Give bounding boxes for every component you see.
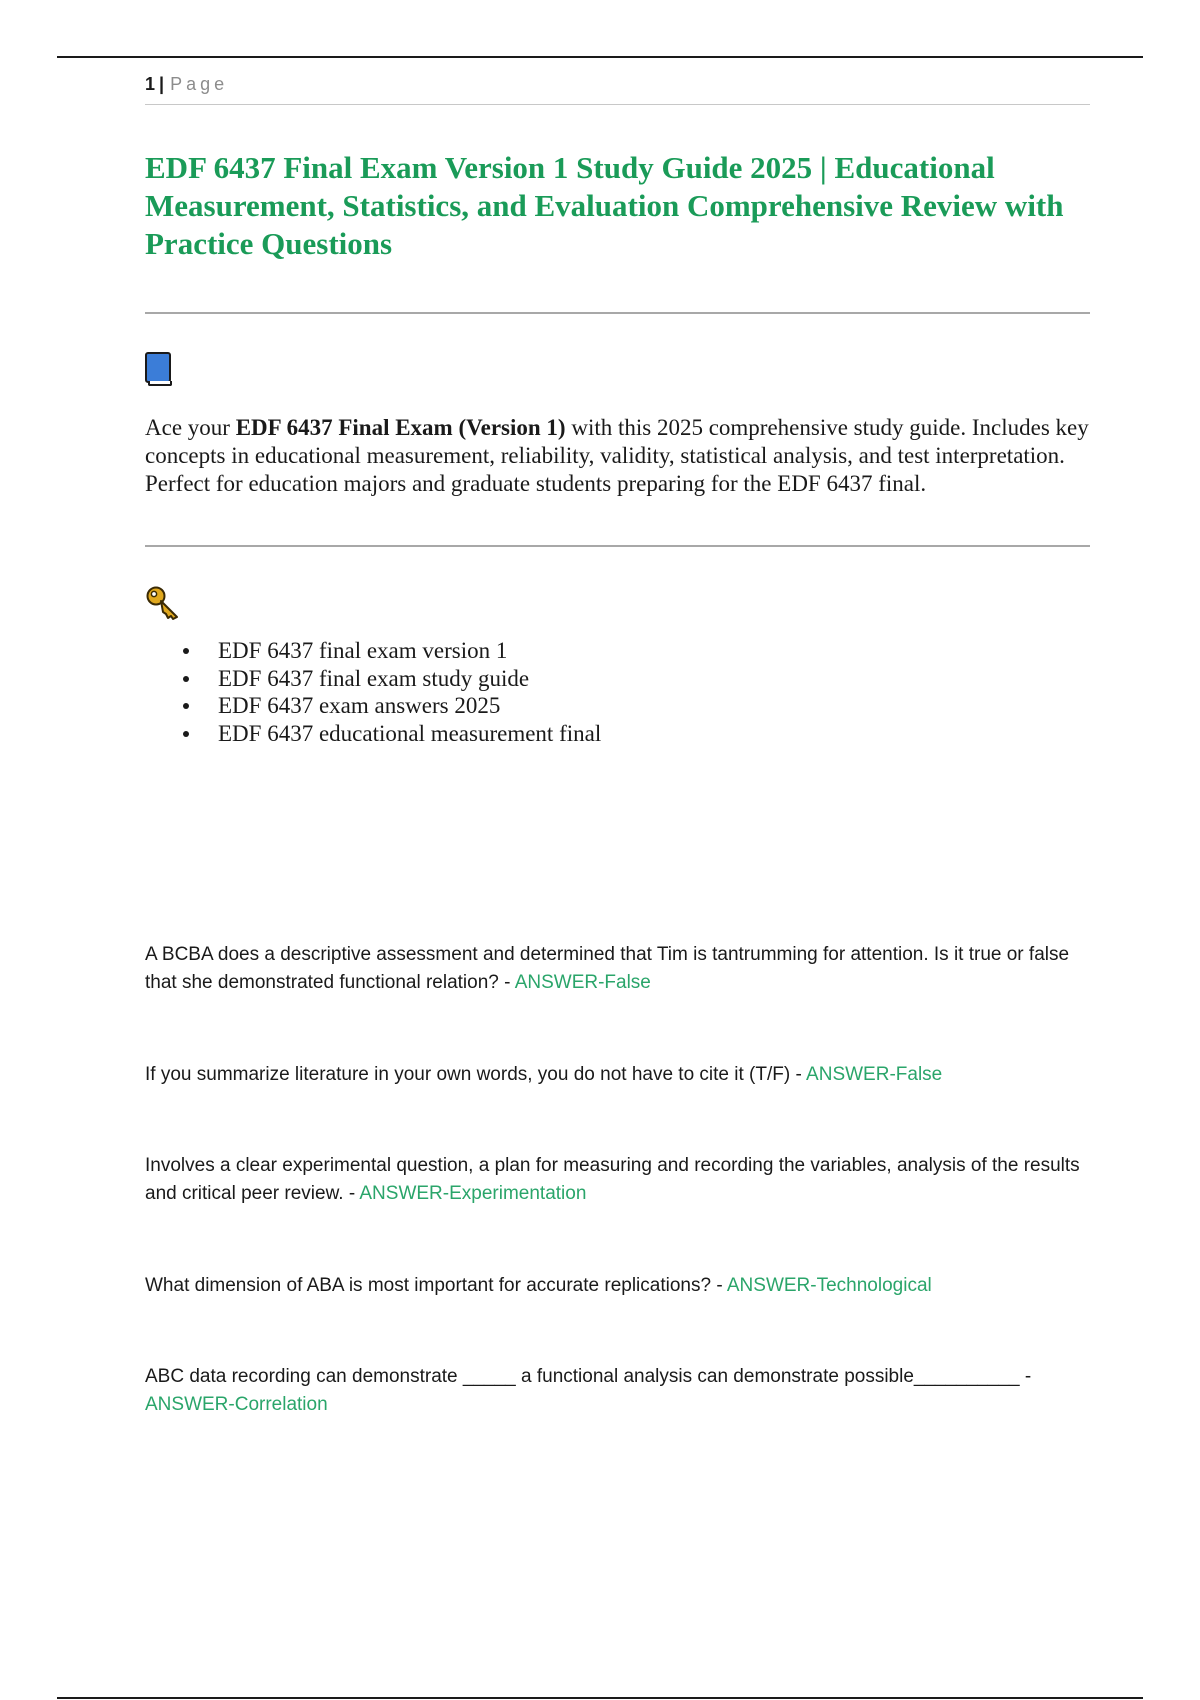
question-text: A BCBA does a descriptive assessment and determined that Tim is tantrumming for attention. Is it true or false that she demonstrated functional relation? - [145,944,1070,993]
divider [145,545,1090,547]
list-item-text: EDF 6437 exam answers 2025 [218,693,501,718]
qa-item [145,1363,1095,1419]
page-separator: | [159,74,165,94]
page-label: Page [170,74,229,94]
keyword-list [145,637,1090,747]
book-icon [145,352,173,386]
qa-item [145,941,1095,997]
qa-item [145,1152,1095,1208]
qa-item [145,1061,1095,1089]
page-header [145,72,1090,105]
intro-bold: EDF 6437 Final Exam (Version 1) [235,415,566,440]
answer-text: ANSWER-False [806,1064,943,1085]
question-text: Involves a clear experimental question, a plan for measuring and recording the variables, analysis of the results and critical peer review. - [145,1155,1080,1204]
list-item-text: EDF 6437 final exam version 1 [218,638,508,663]
page-content [145,72,1090,747]
list-item [145,720,1090,748]
page-number: 1 [145,74,156,94]
page-top-rule [57,56,1143,58]
intro-paragraph [145,414,1090,498]
qa-item [145,1272,1095,1300]
list-item [145,692,1090,720]
document-title: EDF 6437 Final Exam Version 1 Study Guide 2025 | Educational Measurement, Statistics, and Evaluation Comprehensive Review with Practice Questions [145,150,1064,261]
list-item-text: EDF 6437 final exam study guide [218,665,530,691]
intro-prefix: Ace your [145,415,236,440]
intro-suffix: with this 2025 comprehensive study guide. Includes key concepts in educational measurement, reliability, validity, statistical analysis, and test interpretation. Perfect for education majors and graduate students preparing for the EDF 6437 final. [145,415,1089,496]
list-item [145,665,1090,693]
answer-text: ANSWER-Experimentation [359,1183,587,1204]
answer-text: ANSWER-Correlation [145,1394,328,1415]
page-bottom-rule [57,1697,1143,1699]
question-text: If you summarize literature in your own words, you do not have to cite it (T/F) - [145,1064,807,1085]
answer-text: ANSWER-Technological [726,1275,932,1296]
answer-text: ANSWER-False [514,972,651,993]
divider [145,312,1090,314]
question-text: ABC data recording can demonstrate _____ a functional analysis can demonstrate possible__________ - [145,1366,1032,1387]
key-icon [145,585,181,621]
list-item [145,637,1090,665]
list-item-text: EDF 6437 educational measurement final [218,720,602,746]
question-text: What dimension of ABA is most important for accurate replications? - [145,1275,727,1296]
